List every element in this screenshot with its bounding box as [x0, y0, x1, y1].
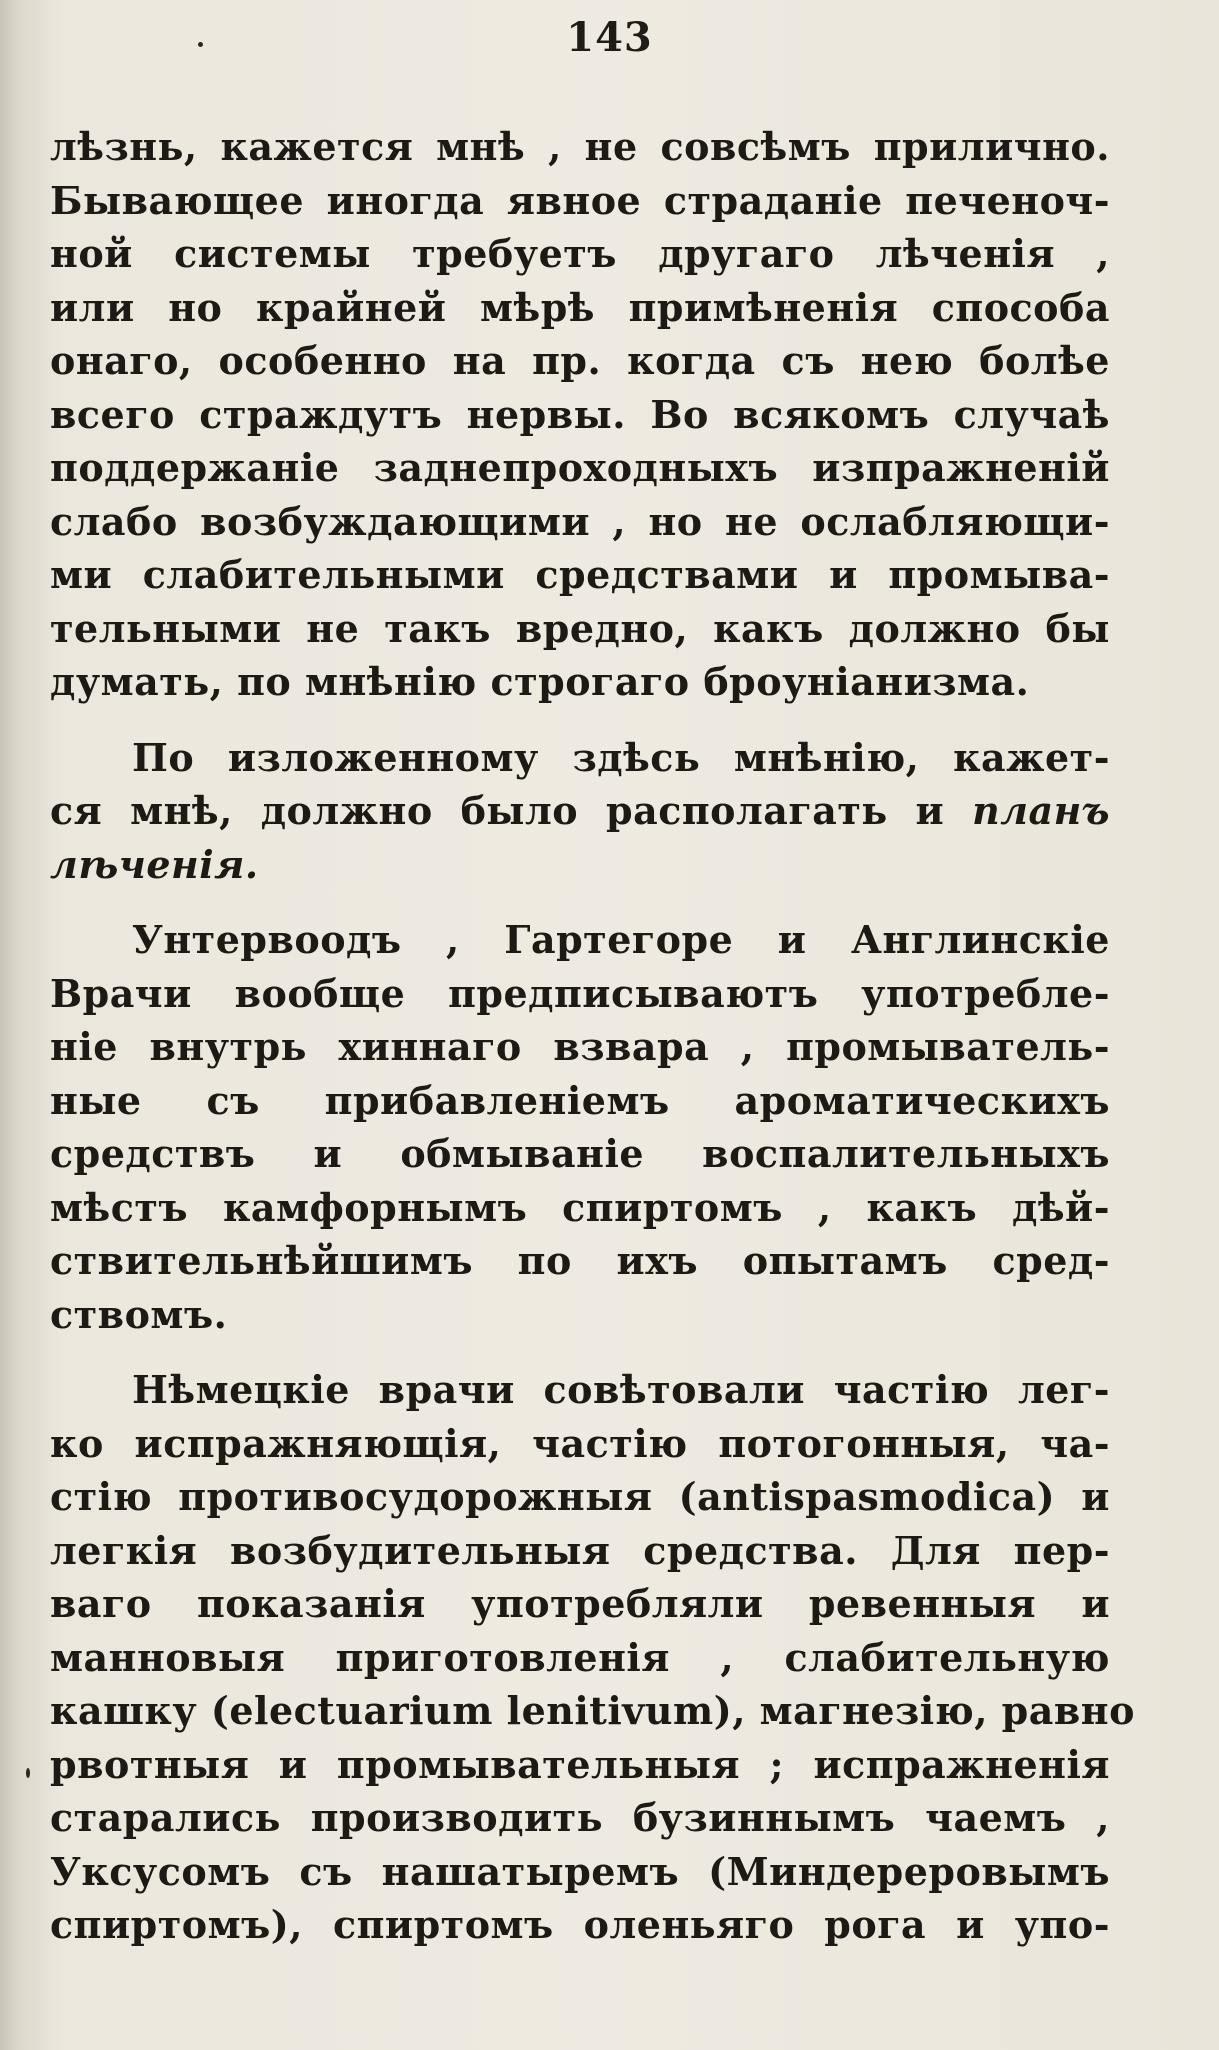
text-line: кашку (electuarium lenitivum), магнезію, равно	[50, 1688, 1135, 1733]
paragraph	[50, 120, 1110, 709]
text-line	[50, 784, 1110, 838]
text-line: Уксусомъ съ нашатыремъ (Миндереровымъ	[50, 1848, 1110, 1894]
text-line: ми слабительными средствами и промыва-	[50, 552, 1110, 597]
text-line: ствомъ.	[50, 1291, 228, 1337]
text-line: слабо возбуждающими , но не ослабляющи-	[50, 498, 1110, 544]
text-line: Унтервоодъ , Гартегоре и Англинскіе	[132, 917, 1110, 962]
text-line: ніе внутрь хиннаго взвара , промыватель-	[50, 1024, 1110, 1069]
text-line: лѣзнь, кажется мнѣ , не совсѣмъ прилично.	[50, 124, 1110, 169]
text-line: Врачи вообще предписываютъ употребле-	[50, 970, 1110, 1016]
ink-spot	[198, 42, 203, 47]
text-line: тельными не такъ вредно, какъ должно бы	[50, 605, 1110, 651]
body-text	[50, 120, 1135, 1952]
text-line: Бывающее иногда явное страданіе печеноч-	[50, 177, 1110, 223]
text-line: лѣченія.	[50, 841, 259, 887]
italic-word: планъ	[972, 788, 1110, 833]
text-line: манновыя приготовленія , слабительную	[50, 1634, 1110, 1680]
paragraph	[50, 1363, 1135, 1952]
text-line: средствъ и обмываніе воспалительныхъ	[50, 1131, 1110, 1176]
text-line: ной системы требуетъ другаго лѣченія ,	[50, 231, 1110, 276]
text-line: всего страждутъ нервы. Во всякомъ случаѣ	[50, 391, 1110, 437]
text-segment: ся мнѣ, должно было располагать и	[50, 788, 945, 833]
text-line: ваго показанія употребляли ревенныя и	[50, 1581, 1110, 1626]
paragraph	[50, 731, 1110, 892]
text-line: ко испражняющія, частію потогонныя, ча-	[50, 1420, 1110, 1466]
text-line: рвотныя и промывательныя ; испражненія	[50, 1741, 1110, 1787]
text-line: По изложенному здѣсь мнѣнію, кажет-	[132, 734, 1110, 780]
text-line: поддержаніе заднепроходныхъ изпражненій	[50, 445, 1110, 490]
text-line: Нѣмецкіе врачи совѣтовали частію лег-	[132, 1367, 1110, 1412]
text-line: стію противосудорожныя (antispasmodica) и	[50, 1474, 1110, 1519]
page-number: 143	[566, 14, 653, 61]
text-line: ные съ прибавленіемъ ароматическихъ	[50, 1077, 1110, 1123]
paragraph	[50, 913, 1110, 1341]
text-line: думать, по мнѣнію строгаго броуніанизма.	[50, 659, 1030, 704]
text-line: легкія возбудительныя средства. Для пер-	[50, 1527, 1110, 1573]
text-line: мѣстъ камфорнымъ спиртомъ , какъ дѣй-	[50, 1184, 1110, 1230]
text-line: старались производить бузиннымъ чаемъ ,	[50, 1795, 1110, 1840]
ink-spot	[26, 1768, 30, 1778]
text-line: спиртомъ), спиртомъ оленьяго рога и упо-	[50, 1902, 1110, 1947]
text-line: или но крайней мѣрѣ примѣненія способа	[50, 284, 1110, 330]
text-line: ствительнѣйшимъ по ихъ опытамъ сред-	[50, 1238, 1110, 1283]
text-line: онаго, особенно на пр. когда съ нею болѣе	[50, 338, 1110, 383]
